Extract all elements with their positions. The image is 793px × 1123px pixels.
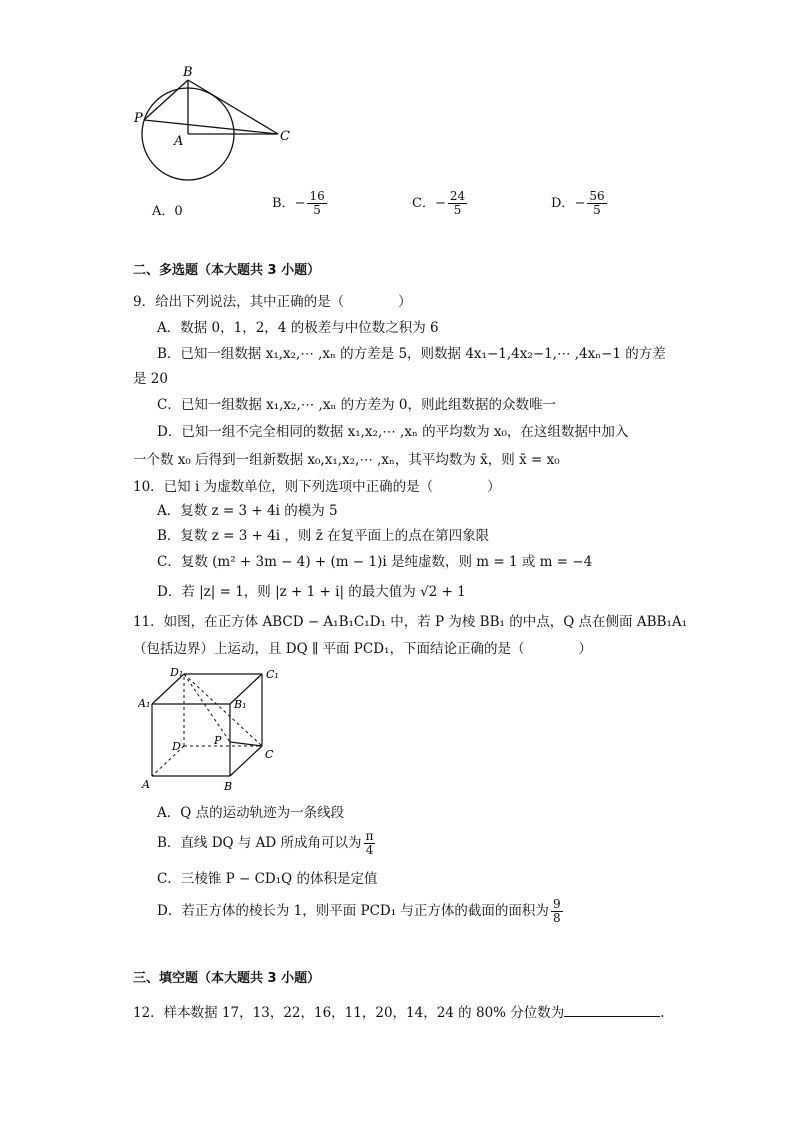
- section-3-title: 三、填空题（本大题共 3 小题）: [133, 971, 321, 986]
- cube-label-a1: A₁: [138, 697, 151, 710]
- q11-option-a: A．Q 点的运动轨迹为一条线段: [157, 805, 345, 821]
- cube-label-b: B: [224, 780, 233, 793]
- q11-option-b: B．直线 DQ 与 AD 所成角可以为 $\frac{\pi}{4}$: [157, 829, 374, 857]
- q9-option-a: A．数据 0，1，2，4 的极差与中位数之积为 6: [157, 320, 439, 336]
- q8-option-c: C．− $\frac{24}{5}$: [412, 189, 466, 217]
- q9-option-c: C．已知一组数据 x₁,x₂,⋯ ,xₙ 的方差为 0，则此组数据的众数唯一: [157, 397, 556, 413]
- label-B: B: [183, 65, 193, 80]
- label-P: P: [134, 111, 143, 126]
- q11-stem-cont: （包括边界）上运动，且 DQ ∥ 平面 PCD₁，下面结论正确的是（ ）: [133, 641, 592, 657]
- q11-option-d: D．若正方体的棱长为 1，则平面 PCD₁ 与正方体的截面的面积为 $\frac{9}{8}$: [157, 897, 561, 925]
- cube-label-b1: B₁: [234, 698, 247, 711]
- q11-stem: 11．如图，在正方体 ABCD − A₁B₁C₁D₁ 中，若 P 为棱 BB₁ 的中点，Q 点在侧面 ABB₁A₁: [133, 614, 688, 630]
- q9-option-b-cont: 是 20: [133, 371, 168, 387]
- cube-label-c1: C₁: [266, 668, 279, 681]
- cube-label-d1: D₁: [170, 666, 184, 679]
- circle-tangent-figure: [130, 62, 300, 192]
- q10-stem: 10．已知 i 为虚数单位，则下列选项中正确的是（ ）: [133, 479, 501, 495]
- q9-option-d: D．已知一组不完全相同的数据 x₁,x₂,⋯ ,xₙ 的平均数为 x₀，在这组数据中加入: [157, 424, 629, 440]
- cube-label-p: P: [214, 734, 222, 747]
- q8-option-d: D．− $\frac{56}{5}$: [551, 189, 605, 217]
- q12-text: 12．样本数据 17，13，22，16，11，20，14，24 的 80% 分位数为 .: [133, 1002, 665, 1022]
- q9-stem: 9．给出下列说法，其中正确的是（ ）: [133, 294, 412, 310]
- cube-label-d: D: [172, 740, 181, 753]
- q11-option-c: C．三棱锥 P − CD₁Q 的体积是定值: [157, 871, 378, 887]
- q10-option-c: C．复数 (m² + 3m − 4) + (m − 1)i 是纯虚数，则 m = 1 或 m = −4: [157, 554, 593, 570]
- q9-option-b: B．已知一组数据 x₁,x₂,⋯ ,xₙ 的方差是 5，则数据 4x₁−1,4x₂−1,⋯ ,4xₙ−1 的方差: [157, 346, 666, 362]
- section-2-title: 二、多选题（本大题共 3 小题）: [133, 263, 321, 278]
- q9-option-d-cont: 一个数 x₀ 后得到一组新数据 x₀,x₁,x₂,⋯ ,xₙ，其平均数为 x̄，则 x̄ = x₀: [133, 452, 560, 468]
- q10-option-d: D．若 |z| = 1，则 |z + 1 + i| 的最大值为 √2 + 1: [157, 584, 466, 600]
- q8-option-a: A．0: [152, 204, 183, 219]
- cube-label-a: A: [142, 778, 150, 791]
- q10-option-a: A．复数 z = 3 + 4i 的模为 5: [157, 503, 338, 519]
- cube-label-c: C: [265, 748, 274, 761]
- cube-figure: [138, 664, 288, 794]
- label-A: A: [174, 134, 184, 149]
- q8-option-b: B．− $\frac{16}{5}$: [272, 189, 325, 217]
- label-C: C: [280, 129, 290, 144]
- q10-option-b: B．复数 z = 3 + 4i ，则 z̄ 在复平面上的点在第四象限: [157, 528, 490, 544]
- answer-blank[interactable]: [564, 1002, 660, 1017]
